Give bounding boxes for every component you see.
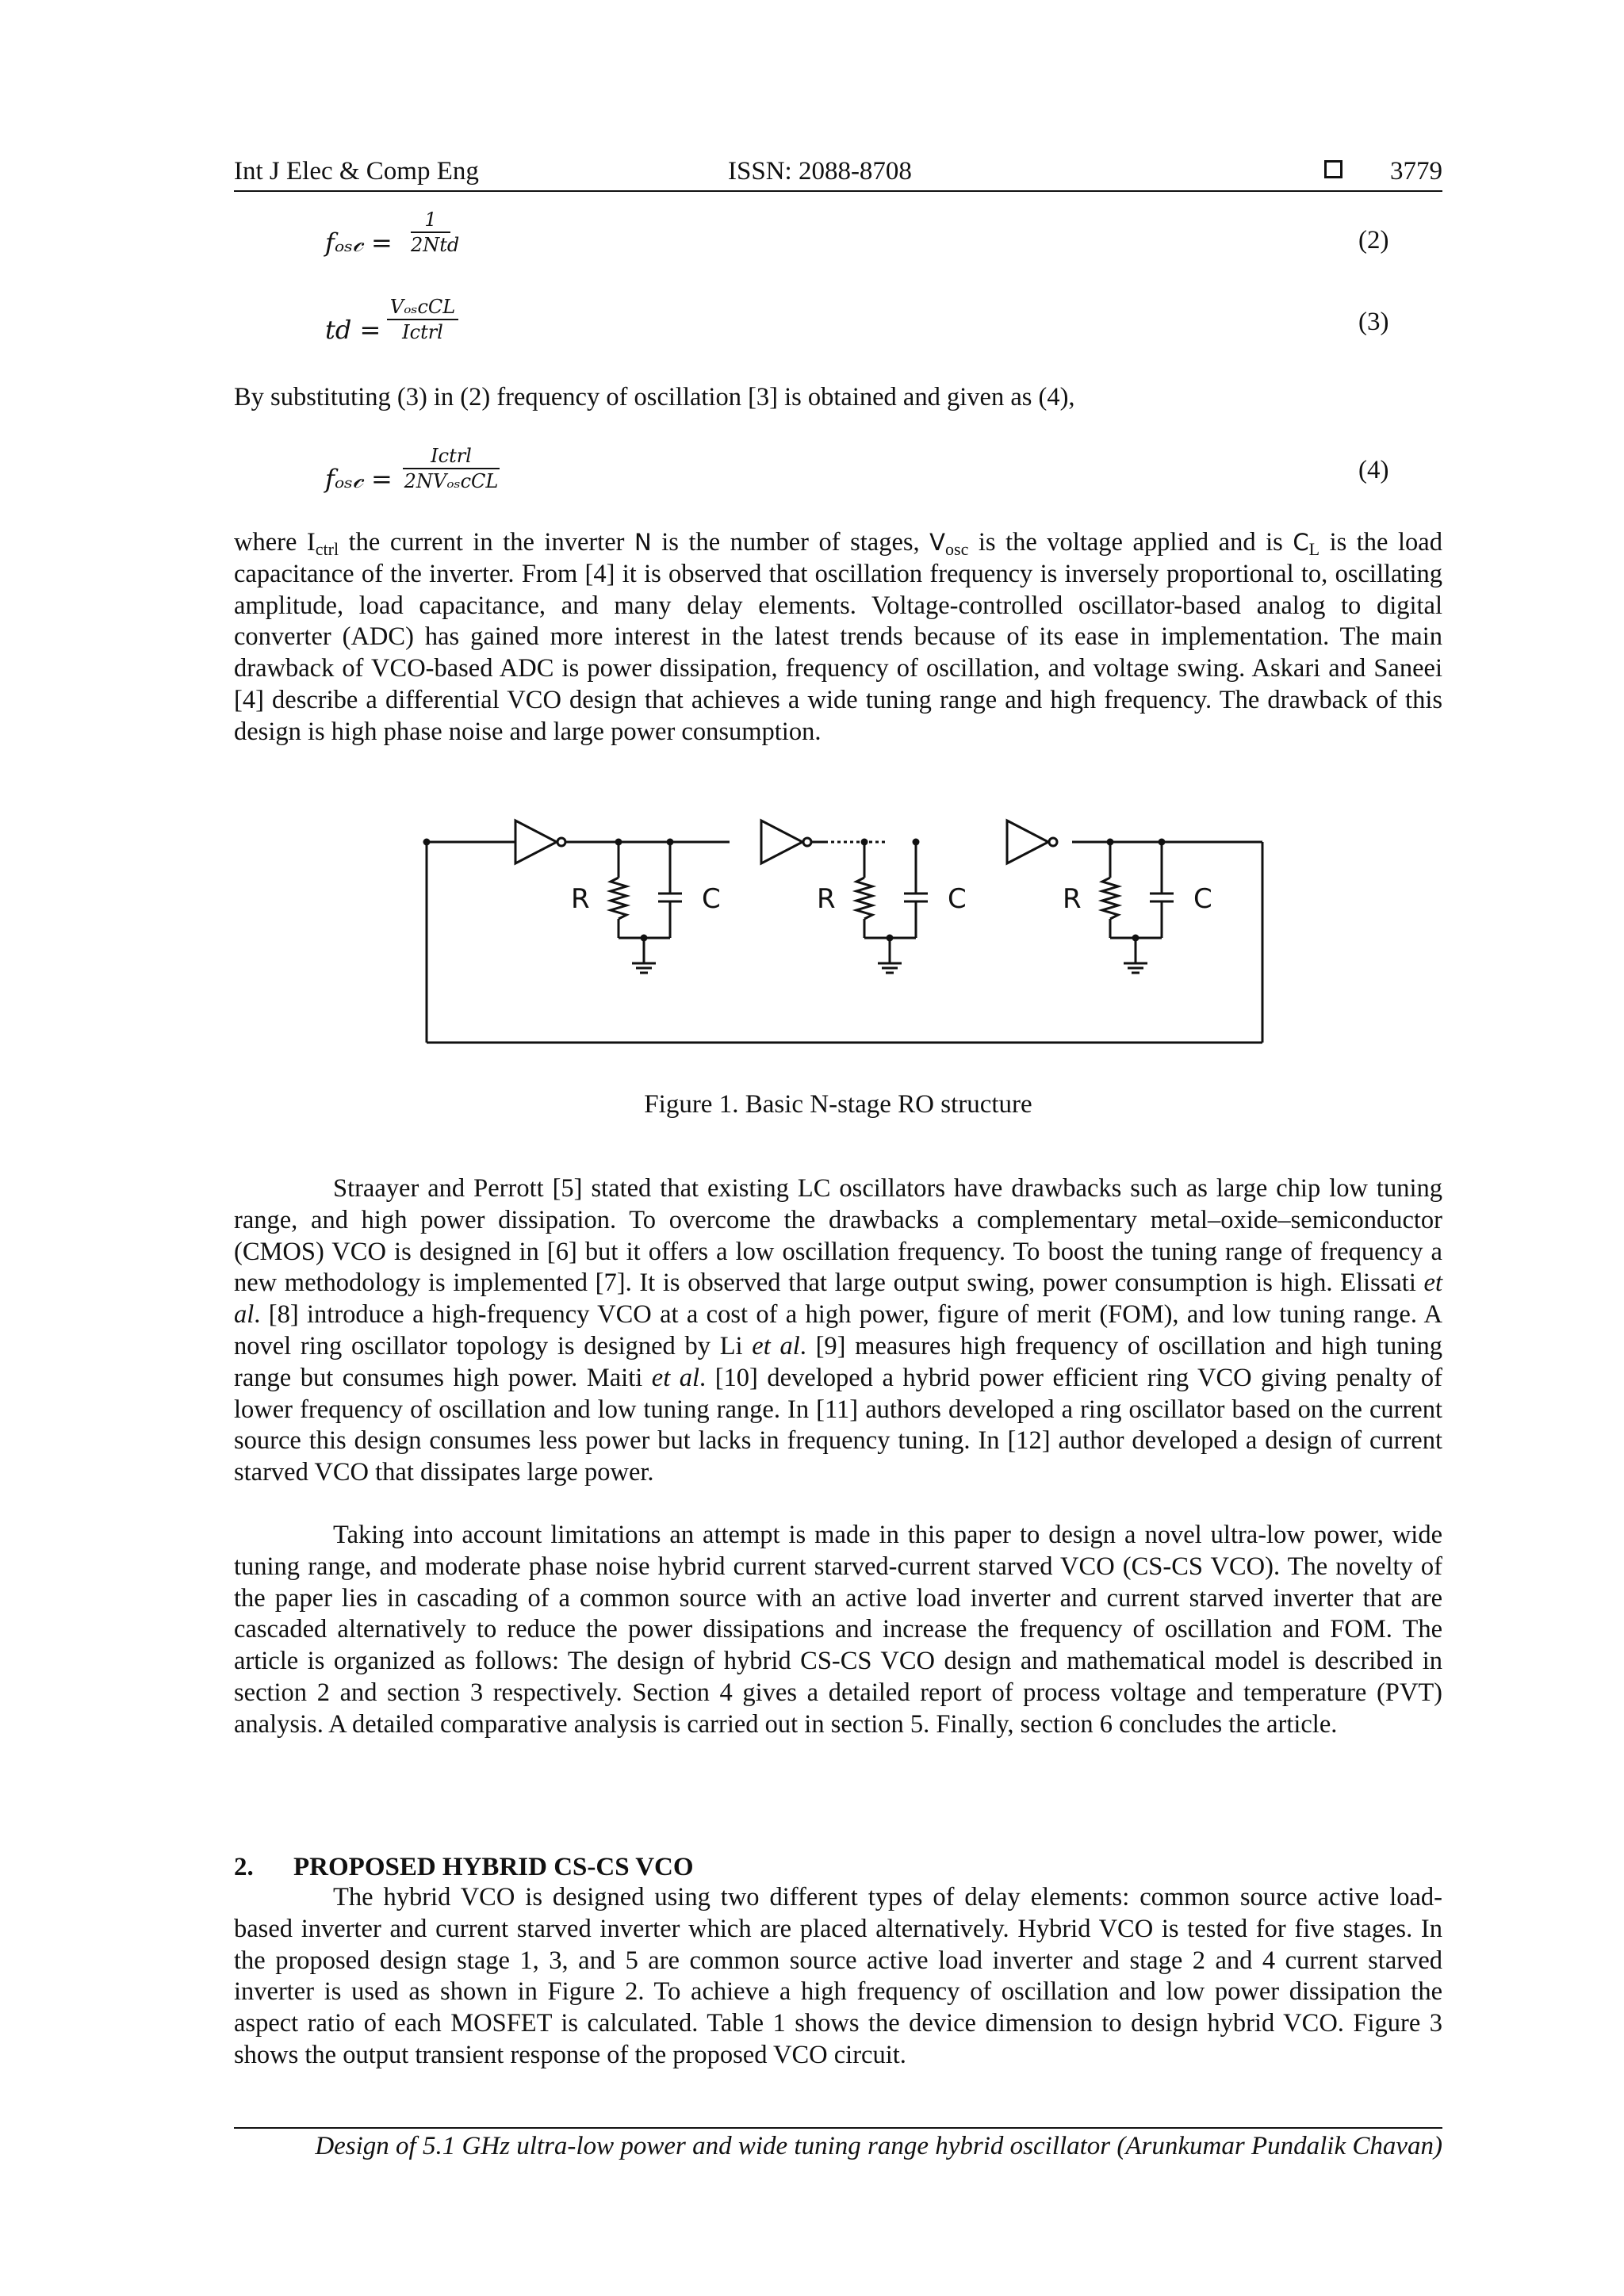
fraction: [403, 444, 500, 493]
subscript: osc: [945, 539, 969, 559]
capacitor-label: C: [702, 883, 721, 915]
stage-2: [761, 821, 928, 973]
resistor-label: R: [571, 883, 590, 915]
paragraph-hybrid: The hybrid VCO is designed using two different types of delay elements: common source active load-based inverter and current starved inverter which are placed alternatively. Hybrid VCO is tested for five stages. In the proposed design stage 1, 3, and 5 are common source active load inverter and stage 2 and 4 current starved inverter is used as shown in Figure 2. To achieve a high frequency of oscillation and low power dissipation the aspect ratio of each MOSFET is calculated. Table 1 shows the device dimension to design hybrid VCO. Figure 3 shows the output transient response of the proposed VCO circuit.: [234, 1883, 1442, 2069]
denominator: 2NVₒₛcC𝐿: [404, 470, 499, 492]
text-run: is the voltage applied and is: [968, 528, 1293, 557]
stage-1: [515, 821, 730, 973]
equation-lhs: 𝑓ₒₛ𝒸 =: [325, 228, 393, 258]
et-al: et al: [234, 1269, 1442, 1330]
symbol-n: N: [634, 529, 652, 556]
figure-caption: Figure 1. Basic N-stage RO structure: [644, 1090, 1032, 1119]
running-footer: Design of 5.1 GHz ultra-low power and wide tuning range hybrid oscillator (Arunkumar Pundalik Chavan): [315, 2132, 1442, 2160]
text-run: the current in the inverter: [339, 528, 635, 557]
fraction: [387, 295, 458, 344]
page-number: 3779: [1390, 157, 1442, 186]
paragraph-straayer: [234, 1173, 1442, 1489]
text-run: Straayer and Perrott [5] stated that existing LC oscillators have drawbacks such as large chip low tuning range, and high power dissipation. To overcome the drawbacks a complementary metal–oxide–semiconductor (CMOS) VCO is designed in [6] but it offers a low oscillation frequency. To boost the tuning range of frequency a new methodology is implemented [7]. It is observed that large output swing, power consumption is high. Elissati: [234, 1174, 1442, 1298]
text-run: . [10] developed a hybrid power efficient ring VCO giving penalty of lower frequency of oscillation and low tuning range. In [11] authors developed a ring oscillator based on the current source this design consumes less power but lacks in frequency tuning. In [12] author developed a design of current starved VCO that dissipates large power.: [234, 1363, 1443, 1487]
stage-3: [1007, 821, 1174, 973]
header-rule: [234, 190, 1442, 192]
text-run: is the load capacitance of the inverter. From [4] it is observed that oscillation frequency is inversely proportional to, oscillating amplitude, load capacitance, and many delay elements. Voltage-controlled oscillator-based analog to digital converter (ADC) has gained more interest in the latest trends because of its ease in implementation. The main drawback of VCO-based ADC is power dissipation, frequency of oscillation, and voltage swing. Askari and Saneei [4] describe a differential VCO design that achieves a wide tuning range and high frequency. The drawback of this design is high phase noise and large power consumption.: [234, 528, 1442, 746]
equation-number: (3): [1358, 308, 1389, 336]
et-al: et al: [752, 1331, 800, 1360]
symbol-c: C: [1293, 529, 1309, 556]
resistor-label: R: [1063, 883, 1082, 915]
numerator: 1: [424, 209, 437, 231]
equation-lhs: 𝑓ₒₛ𝒸 =: [325, 464, 393, 494]
et-al: et al: [651, 1363, 700, 1392]
text-run: is the number of stages,: [651, 528, 930, 557]
resistor-label: R: [817, 883, 836, 915]
section-title: PROPOSED HYBRID CS-CS VCO: [293, 1853, 694, 1881]
fraction: [411, 208, 460, 257]
issn: ISSN: 2088-8708: [728, 157, 912, 186]
subscript: ctrl: [315, 539, 339, 559]
journal-name: Int J Elec & Comp Eng: [234, 157, 479, 186]
numerator: VₒₛcC𝐿: [389, 296, 456, 318]
capacitor-label: C: [948, 883, 967, 915]
equation-lhs: 𝑡𝑑 =: [325, 315, 381, 345]
footer-rule: [234, 2127, 1442, 2129]
running-header: [234, 155, 1442, 192]
symbol-v: V: [929, 529, 946, 556]
denominator: 2Nt𝑑: [411, 234, 460, 256]
denominator: I𝑐𝑡𝑟𝑙: [402, 321, 443, 343]
text-run: where I: [234, 528, 316, 557]
section-heading: [234, 1851, 694, 1883]
equation-number: (2): [1358, 226, 1389, 254]
text-run: . [8] introduce a high-frequency VCO at a cost of a high power, figure of merit (FOM), and low tuning range. A novel ring oscillator topology is designed by Li: [234, 1300, 1442, 1360]
numerator: I𝑐𝑡𝑟𝑙: [431, 445, 472, 467]
square-icon: [1324, 160, 1342, 178]
paragraph-where: [234, 527, 1442, 748]
paragraph-substituting: By substituting (3) in (2) frequency of oscillation [3] is obtained and given as (4),: [234, 383, 1075, 411]
text-run: . [9] measures high frequency of oscillation and high tuning range but consumes high power. Maiti: [234, 1331, 1442, 1392]
subscript: L: [1308, 539, 1320, 559]
capacitor-label: C: [1193, 883, 1212, 915]
paragraph-taking: Taking into account limitations an attempt is made in this paper to design a novel ultra-low power, wide tuning range, and moderate phase noise hybrid current starved-current starved VCO (CS-CS VCO). The novelty of the paper lies in cascading of a common source with an active load inverter and current starved inverter that are cascaded alternatively to reduce the power dissipations and increase the frequency of oscillation and FOM. The article is organized as follows: The design of hybrid CS-CS VCO design and mathematical model is described in section 2 and section 3 respectively. Section 4 gives a detailed report of process voltage and temperature (PVT) analysis. A detailed comparative analysis is carried out in section 5. Finally, section 6 concludes the article.: [234, 1521, 1442, 1739]
section-number: 2.: [234, 1853, 254, 1881]
equation-number: (4): [1358, 456, 1389, 484]
ring-oscillator-diagram: [420, 805, 1273, 1066]
